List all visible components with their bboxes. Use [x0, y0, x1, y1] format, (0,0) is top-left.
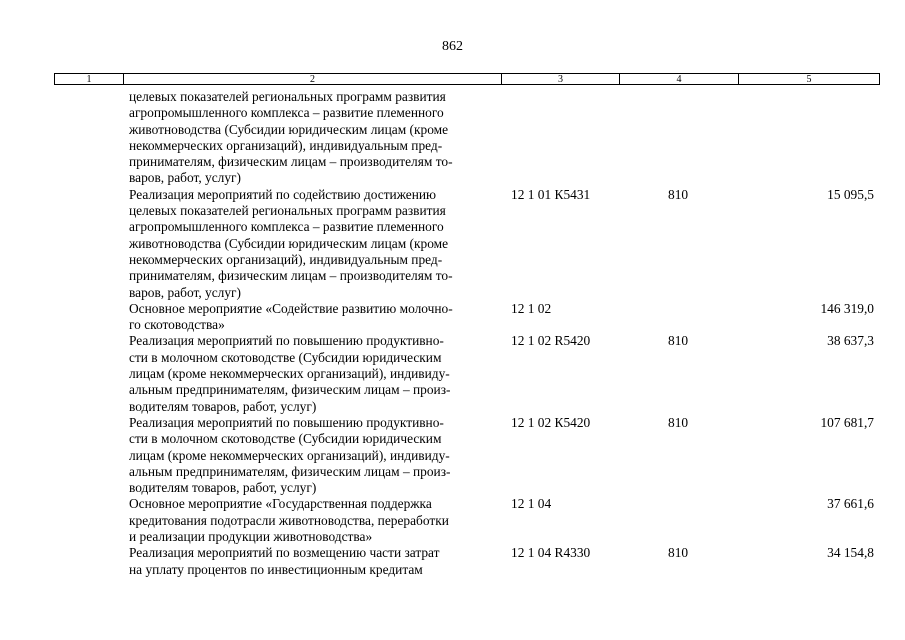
row-sum: 38 637,3 [827, 333, 874, 349]
row-type: 810 [668, 545, 689, 561]
row-description: Основное мероприятие «Содействие развитию молочно- го скотоводства» [129, 300, 453, 333]
row-type: 810 [668, 333, 689, 349]
row-code: 12 1 02 R5420 [511, 333, 591, 349]
page-number: 862 [442, 39, 463, 54]
row-description: целевых показателей региональных программ развития агропромышленного комплекса – развитие племенного животноводства (Субсидии юридическим лицам (кроме некоммерческих организаций), индивидуальным пред- принимателям, физическим лицам – производителям то- варов, работ, услуг) [129, 89, 453, 186]
row-type: 810 [668, 186, 689, 202]
header-col-2: 2 [124, 74, 502, 84]
row-sum: 34 154,8 [827, 545, 874, 561]
table-row [0, 496, 905, 545]
row-description: Реализация мероприятий по содействию достижению целевых показателей региональных программ развития агропромышленного комплекса – развитие племенного животноводства (Субсидии юридическим лицам (кроме некоммерческих организаций), индивидуальным пред- принимателям, физическим лицам – производителям то- варов, работ, услуг) [129, 186, 453, 300]
table-row [0, 187, 905, 301]
row-description: Реализация мероприятий по повышению продуктивно- сти в молочном скотоводстве (Субсидии юридическим лицам (кроме некоммерческих организаций), индивиду- альным предпринимателям, физическим лицам – произ- водителям товаров, работ, услуг) [129, 333, 451, 414]
row-sum: 107 681,7 [820, 414, 874, 430]
table-row [0, 333, 905, 414]
row-code: 12 1 02 [511, 300, 552, 316]
header-col-5: 5 [806, 74, 812, 85]
table-row [0, 301, 905, 334]
row-code: 12 1 01 К5431 [511, 186, 591, 202]
header-col-4: 4 [620, 74, 739, 84]
row-code: 12 1 04 [511, 496, 552, 512]
table-row [0, 545, 905, 578]
row-description: Реализация мероприятий по повышению продуктивно- сти в молочном скотоводстве (Субсидии юридическим лицам (кроме некоммерческих организаций), индивиду- альным предпринимателям, физическим лицам – произ- водителям товаров, работ, услуг) [129, 414, 451, 496]
header-col-1: 1 [55, 74, 124, 84]
row-code: 12 1 04 R4330 [511, 545, 591, 561]
table-row [0, 415, 905, 496]
table-body [0, 89, 905, 578]
row-code: 12 1 02 К5420 [511, 414, 591, 430]
row-description: Реализация мероприятий по возмещению части затрат на уплату процентов по инвестиционным кредитам [129, 545, 440, 577]
row-sum: 37 661,6 [827, 496, 874, 512]
row-sum: 15 095,5 [827, 186, 874, 202]
header-col-3: 3 [502, 74, 620, 84]
table-header [54, 73, 880, 85]
row-sum: 146 319,0 [820, 300, 874, 316]
table-row [0, 89, 905, 187]
row-description: Основное мероприятие «Государственная поддержка кредитования подотрасли животноводства, переработки и реализации продукции животноводства» [129, 496, 449, 545]
row-type: 810 [668, 414, 689, 430]
